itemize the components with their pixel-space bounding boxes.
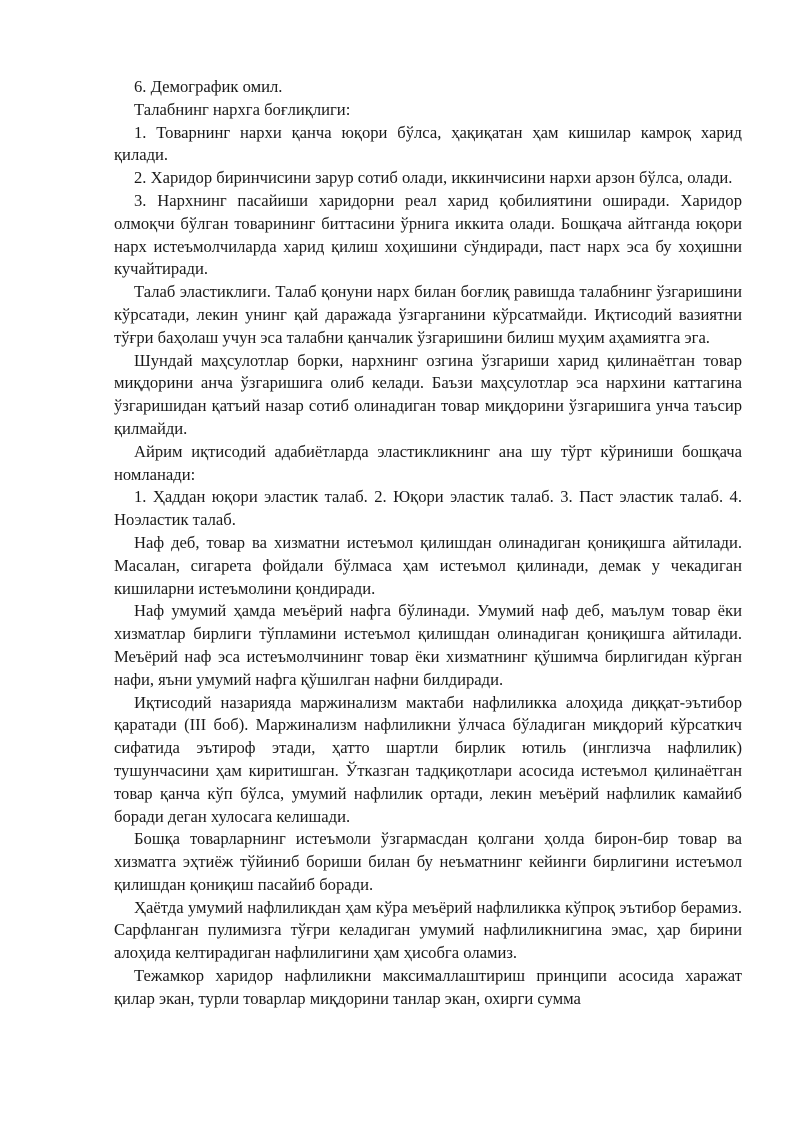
paragraph-satiation: Бошқа товарларнинг истеъмоли ўзгармасдан қолгани ҳолда бирон-бир товар ва хизматга эҳтиёж тўйиниб бориши билан бу неъматнинг кейинги бирлигини истеъмол қилишдан қониқиш пасайиб боради. — [114, 829, 742, 894]
paragraph-marginalism: Иқтисодий назарияда маржинализм мактаби нафлиликка алоҳида диққат-эътибор қаратади (III боб). Маржинализм нафлиликни ўлчаса бўладиган миқдорий кўрсаткич сифатида эътироф этади, ҳатто шартли бирлик ютиль (инглизча нафлилик) тушунчасини ҳам киритишган. Ўтказган тадқиқотлари асосида истеъмол қилинаётган товар қанча кўп бўлса, умумий нафлилик ортади, лекин меъёрий нафлилик камайиб боради деган хулосага келишади. — [114, 692, 742, 826]
paragraph-thrifty-buyer: Тежамкор харидор нафлиликни максималлаштириш принципи асосида харажат қилар экан, турли товарлар миқдорини танлар экан, охирги сумма — [114, 966, 742, 1008]
paragraph-elasticity-names: Айрим иқтисодий адабиётларда эластикликнинг ана шу тўрт кўриниши бошқача номланади: — [114, 441, 742, 484]
paragraph-elasticity-list: 1. Ҳаддан юқори эластик талаб. 2. Юқори эластик талаб. 3. Паст эластик талаб. 4. Ноэластик талаб. — [114, 487, 742, 530]
paragraph-life-marginal: Ҳаётда умумий нафлиликдан ҳам кўра меъёрий нафлиликка кўпроқ эътибор берамиз. Сарфланган пулимизга тўғри келадиган умумий нафлиликнигина эмас, ҳар бирини алоҳида келтирадиган нафлилигини ҳам ҳисобга оламиз. — [114, 897, 742, 963]
paragraph-products: Шундай маҳсулотлар борки, нархнинг озгина ўзгариши харид қилинаётган товар миқдорини анча ўзгаришига олиб келади. Баъзи маҳсулотлар эса нархини каттагина ўзгаришидан қатъий назар сотиб олинадиган товар миқдорини ўзгаришига унча таъсир қилмайди. — [114, 350, 742, 438]
paragraph-total-marginal-utility: Наф умумий ҳамда меъёрий нафга бўлинади. Умумий наф деб, маълум товар ёки хизматлар бирлиги тўпламини истеъмол қилишдан олинадиган қониқишга айтилади. Меъёрий наф эса истеъмолчининг товар ёки хизматнинг қўшимча бирлигидан кўрган нафи, яъни умумий нафга қўшилган нафни билдиради. — [114, 601, 742, 689]
document-page — [114, 76, 742, 1011]
list-item-2: 2. Харидор биринчисини зарур сотиб олади, иккинчисини нархи арзон бўлса, олади. — [134, 168, 733, 188]
heading-demographic-factor: 6. Демографик омил. — [134, 77, 283, 96]
heading-price-dependence: Талабнинг нархга боғлиқлиги: — [134, 99, 351, 119]
paragraph-utility-definition: Наф деб, товар ва хизматни истеъмол қилишдан олинадиган қониқишга айтилади. Масалан, сигарета фойдали бўлмаса ҳам истеъмол қилинади, демак у чекадиган кишиларни истеъмолини қондиради. — [114, 532, 742, 598]
list-item-3: 3. Нархнинг пасайиши харидорни реал харид қобилиятини оширади. Харидор олмоқчи бўлган товарининг биттасини ўрнига иккита олади. Бошқача айтганда юқори нарх истеъмолчиларда харид қилиш хоҳишини сўндиради, паст нарх эса бу хоҳишни кучайтиради. — [114, 190, 742, 279]
paragraph-demand-elasticity: Талаб эластиклиги. Талаб қонуни нарх билан боғлиқ равишда талабнинг ўзгаришини кўрсатади, лекин унинг қай даражада ўзгарганини кўрсатмайди. Иқтисодий вазиятни тўғри баҳолаш учун эса талабни қанчалик ўзгаришини билиш муҳим аҳамиятга эга. — [114, 282, 742, 347]
list-item-1: 1. Товарнинг нархи қанча юқори бўлса, ҳақиқатан ҳам кишилар камроқ харид қилади. — [114, 122, 742, 165]
